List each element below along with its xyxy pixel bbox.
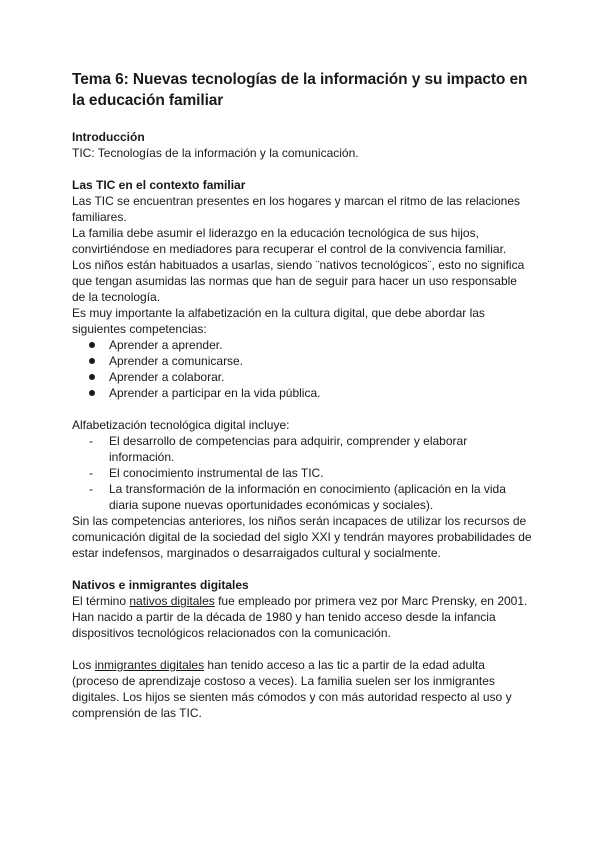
alfabetizacion-intro: Alfabetización tecnológica digital incluye: — [72, 418, 290, 432]
tic-family-paragraph: La familia debe asumir el liderazgo en la educación tecnológica de sus hijos, convirtiéndose en mediadores para recuperar el control de la convivencia familiar. — [72, 226, 507, 256]
intro-heading: Introducción — [72, 130, 145, 144]
list-item: - El conocimiento instrumental de las TIC. — [72, 465, 532, 481]
tic-family-paragraph: Las TIC se encuentran presentes en los hogares y marcan el ritmo de las relaciones familiares. — [72, 194, 521, 224]
list-item: Aprender a colaborar. — [72, 369, 532, 385]
closing-paragraph: Sin las competencias anteriores, los niños serán incapaces de utilizar los recursos de comunicación digital de la sociedad del siglo XXI y tendrán mayores probabilidades de estar indefensos, marginados o desarraigados cultural y socialmente. — [72, 514, 532, 560]
tic-family-heading: Las TIC en el contexto familiar — [72, 178, 246, 192]
natives-paragraph-2 — [72, 657, 532, 721]
list-item: Aprender a aprender. — [72, 337, 532, 353]
list-item: - El desarrollo de competencias para adquirir, comprender y elaborar información. — [72, 433, 532, 465]
intro-text: TIC: Tecnologías de la información y la comunicación. — [72, 146, 359, 160]
natives-paragraph-1 — [72, 593, 532, 641]
term-inmigrantes-digitales: inmigrantes digitales — [94, 658, 205, 672]
list-item: Aprender a comunicarse. — [72, 353, 532, 369]
text-run: Los — [72, 658, 95, 672]
term-nativos-digitales: nativos digitales — [129, 594, 215, 608]
document-content — [72, 70, 532, 721]
tic-family-paragraph: Los niños están habituados a usarlas, siendo ¨nativos tecnológicos¨, esto no significa que tengan asumidas las normas que han de seguir para hacer un uso responsable de la tecnología. — [72, 258, 525, 304]
page-title: Tema 6: Nuevas tecnologías de la información y su impacto en la educación familiar — [72, 71, 528, 109]
text-run: El término — [72, 594, 130, 608]
alfabetizacion-list — [72, 433, 532, 513]
text-run: fue empleado por primera vez por Marc Prensky, en 2001. Han nacido a partir de la década de 1980 y han tenido acceso desde la infancia dispositivos tecnológicos relacionados con la comunicación. — [72, 594, 528, 640]
list-item: - La transformación de la información en conocimiento (aplicación en la vida diaria supone nuevas oportunidades económicas y sociales). — [72, 481, 532, 513]
list-item: Aprender a participar en la vida pública. — [72, 385, 532, 401]
natives-heading: Nativos e inmigrantes digitales — [72, 578, 249, 592]
competencies-list — [72, 337, 532, 401]
text-run: han tenido acceso a las tic a partir de la edad adulta (proceso de aprendizaje costoso a veces). La familia suelen ser los inmigrantes digitales. Los hijos se sienten más cómodos y con más autoridad respecto al uso y comprensión de las TIC. — [72, 658, 512, 720]
tic-family-paragraph: Es muy importante la alfabetización en la cultura digital, que debe abordar las siguientes competencias: — [72, 306, 485, 336]
